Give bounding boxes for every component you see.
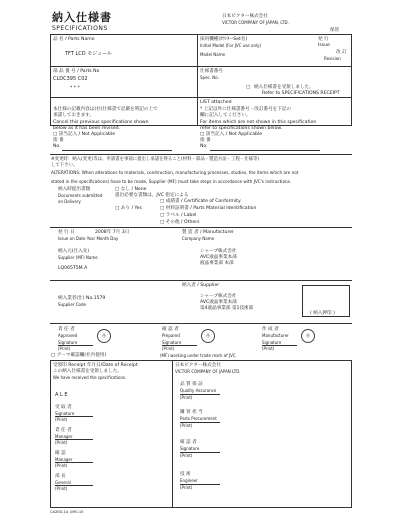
supplier-name-jp: シャープ株式会社 [200,249,237,254]
supplier-stamp-label: ( 納入押印 ) [310,311,335,316]
note-right-6: 指 番 [200,138,211,143]
receipt-line-2: Refer to SPECIFICATIONS RECEIPT [262,91,340,96]
part-name-value: TFT LCD モジュール [65,51,113,57]
approval-col-3-print: (Print) [262,346,275,351]
note-right-underline [210,150,320,151]
receipt-company-jp: 日本ビクター株式会社 [175,363,221,368]
receipt-left-row-3-jp: 確 認 [55,451,66,456]
note-left-2: 承諾しておきます。 [53,113,94,118]
documents-sub-en: on Delivery [58,199,81,204]
note-right-7: No. [200,144,208,149]
supplier-division-2-jp: 液晶事業部 本部 [200,261,234,266]
documents-label-en: Documents submitted [58,193,103,198]
receipt-right-row-3-en: Signature [180,446,200,451]
sheet-word: 保管 [330,28,340,33]
document-item-4[interactable]: □ その他 / Others [160,220,200,225]
approval-footnote: □ アーマ確認欄(社内使用) [51,353,107,358]
note-right-5: □ 該当記入 / Not Applicable [200,132,263,137]
note-left-6: 指 番 [53,138,64,143]
receipt-left-row-4-print: (Print) [55,486,68,491]
supplier-rule [50,280,352,281]
alterations-en-1: ALTERATIONS: When alterations to materials, construction, manufacturing processes, studies, the items which are not [51,170,299,175]
receipt-right-row-1-en: Quality Assurance [180,388,217,393]
supplier-company-jp: シャープ株式会社 [200,294,237,299]
receipt-line-1: 納入仕様書を受領しました。 [254,85,314,90]
receipt-right-row-4-print: (Print) [180,485,193,490]
alterations-top-rule [50,154,352,155]
documents-label-jp: 納入時提出書類 [58,187,91,192]
approval-col-1-en: Approved [58,333,78,338]
document-title-en: SPECIFICATIONS [52,25,108,32]
receipt-checkbox[interactable]: □ [246,85,251,90]
approval-col-2-stamp-icon: ㊞ [201,329,215,343]
form-footer-code: CA2ED-1A 3/90-10 [50,510,84,514]
receipt-left-row-1-jp: 受 取 者 [55,405,72,410]
approval-col-3-signature-line [262,345,297,346]
part-number-value: CLDC395 C02 [53,76,88,82]
alterations-jp-2: して下さい。 [51,163,78,168]
supplier-part-code: LQ065T5M.A [58,266,88,271]
company-name-en: VICTOR COMPANY OF JAPAN, LTD. [222,20,289,25]
part-number-stars: * * * [70,86,80,91]
model-label: 採用機種(ｶｳﾝﾀｰ-Set名) [200,37,248,42]
approval-col-2-signature-line [162,345,197,346]
issue-top-rule [50,227,352,228]
receipt-right-row-1-jp: 品 質 保 証 [180,382,203,387]
receipt-right-row-2-en: Parts Procurement [180,416,217,421]
receipt-right-row-2-jp: 購 買 担 当 [180,410,203,415]
frame-divider [197,34,198,126]
receipt-left-row-2-print: (Print) [55,440,68,445]
receipt-left-row-2-en: Manager [55,434,73,439]
supplier-address-1: AVC液晶事業本部 [200,300,237,305]
note-left-7: No. [53,144,61,149]
supplier-code-label-en: Supplier Code [58,302,86,307]
approval-col-1-jp: 責 任 者 [58,327,75,332]
model-value: Model Name [200,52,226,57]
approval-col-2-jp: 確 認 者 [162,327,179,332]
note-right-1: * 上記以外に仕様書番号・改訂番号を下記の [200,107,292,112]
manufacturer-label-en: Company Name [182,236,215,241]
receipt-line-jp: この納入仕様書を受領しました。 [53,369,122,374]
frame-row-divider-2 [50,97,352,98]
note-right-4: refer to specifications shown below. [200,126,283,131]
supplier-division-jp: AVC液晶事業本部 [200,255,237,260]
list-attached-title: LIST attached [200,100,232,105]
receipt-left-row-3-print: (Print) [55,463,68,468]
revision-label-en: Revision [324,56,341,61]
receipt-left-row-1-en: Signature [55,411,75,416]
issue-label-en: Issue [318,43,330,48]
supplier-label-en: Supplier (MF) Name [58,255,98,260]
model-label-en: Initial Model (For JVC use only) [200,43,262,48]
part-name-label: 品 名 / Parts Name [53,37,95,42]
note-left-1: 本仕様の記載内容は(社)仕様書で記載を明記の上で [53,107,158,112]
document-item-1[interactable]: □ 成績書 / Certificate of Conformity [160,199,241,204]
receipt-right-row-1-print: (Print) [180,395,193,400]
approval-col-1-print: (Print) [58,346,71,351]
approval-col-3-jp: 作 成 者 [262,327,279,332]
issue-date-label: 発 行 日 [58,230,75,235]
supplier-address-2: 第4液晶事業部 第1技術部 [200,306,254,311]
receipt-section-label: A L E [55,392,68,398]
receipt-right-row-2-print: (Print) [180,423,193,428]
approval-col-3-stamp-icon: ㊞ [301,329,315,343]
receipt-left-row-4-en: General [55,480,71,485]
receipt-left-row-3-en: Manager [55,457,73,462]
approval-col-2-sig: Signature [162,340,182,345]
receipt-left-row-1-print: (Print) [55,417,68,422]
issue-label-jp: 発 行 [318,37,329,42]
documents-submit-jp: 提出必要な書類は、JVC 指定による [115,193,189,198]
issue-date-value: 2008年 7月 3日 [95,230,130,235]
note-right-3: For items which are not shown in this specification [200,120,317,125]
receipt-line-en: We have received the specifications. [53,375,127,380]
issue-date-label-en: Issue on Date Year Month Day [58,236,119,241]
approval-col-2-en: Prepared [162,333,180,338]
document-title: 納入仕様書 [52,11,112,24]
documents-yes-option[interactable]: □ あり / Yes [115,206,142,211]
document-item-3[interactable]: □ ラベル / Label [160,213,197,218]
documents-none-option[interactable]: □ なし / None [115,187,147,192]
receipt-title: 受領印 Receipt 年月日/Date of Receipt [53,363,138,368]
receipt-left-row-4-jp: 部 長 [55,474,66,479]
frame-row-divider [50,66,352,67]
approval-top-rule [50,323,352,324]
receipt-right-row-3-jp: 確 認 者 [180,440,197,445]
alterations-jp: ※変更時：納入(変更)等は、申請書を事前に提出し承諾を得ること(材料・部品・製造方法・工程・仕様等) [51,157,260,162]
approval-col-3-sig: Signature [262,340,282,345]
receipt-right-row-4-jp: 技 術 [180,472,191,477]
part-number-label: 部 品 番 号 / Parts No [53,69,100,74]
supplier-code-label: 納入業者(仕) No.1579 [58,296,106,301]
approval-col-3-en: Manufacturer [262,333,289,338]
spec-number-label: 仕様書番号 [200,69,223,74]
receipt-right-row-3-print: (Print) [180,453,193,458]
receipt-right-row-4-en: Engineer [180,478,198,483]
note-left-underline [62,150,172,151]
spec-number-label-en: Spec. No. [200,75,219,80]
note-left-3: Cancel this previous specifications shown [53,120,149,125]
receipt-company-en: VICTOR COMPANY OF JAPAN LTD. [175,369,241,374]
manufacturer-label: 製 造 者 / Manufacturer [182,230,234,235]
note-left-5: □ 該当記入 / Not Applicable [53,132,116,137]
note-left-4: below as it has been revised. [53,126,120,131]
receipt-divider [172,360,173,508]
revision-label-jp: 改 訂 [336,50,347,55]
approval-col-1-sig: Signature [58,340,78,345]
alterations-en-2: stated in the specifications) have to be made, Supplier (MF) must take steps in accordance with JVC's instructions. [51,179,292,184]
company-name-jp: 日本ビクター株式会社 [222,14,268,19]
approval-footnote-2: (MF) working under trade mark of JVC [160,353,236,358]
supplier-line: 納入者 / Supplier [182,283,220,288]
approval-col-1-signature-line [58,345,93,346]
document-item-2[interactable]: □ 材料証明書 / Parts Material Identification [160,206,257,211]
note-right-2: 欄に記入してください。 [200,113,251,118]
supplier-label-jp: 納入元(仕入先) [58,249,90,254]
receipt-left-row-2-jp: 責 任 者 [55,428,72,433]
approval-col-2-print: (Print) [162,346,175,351]
approval-col-1-stamp-icon: ㊞ [97,329,111,343]
